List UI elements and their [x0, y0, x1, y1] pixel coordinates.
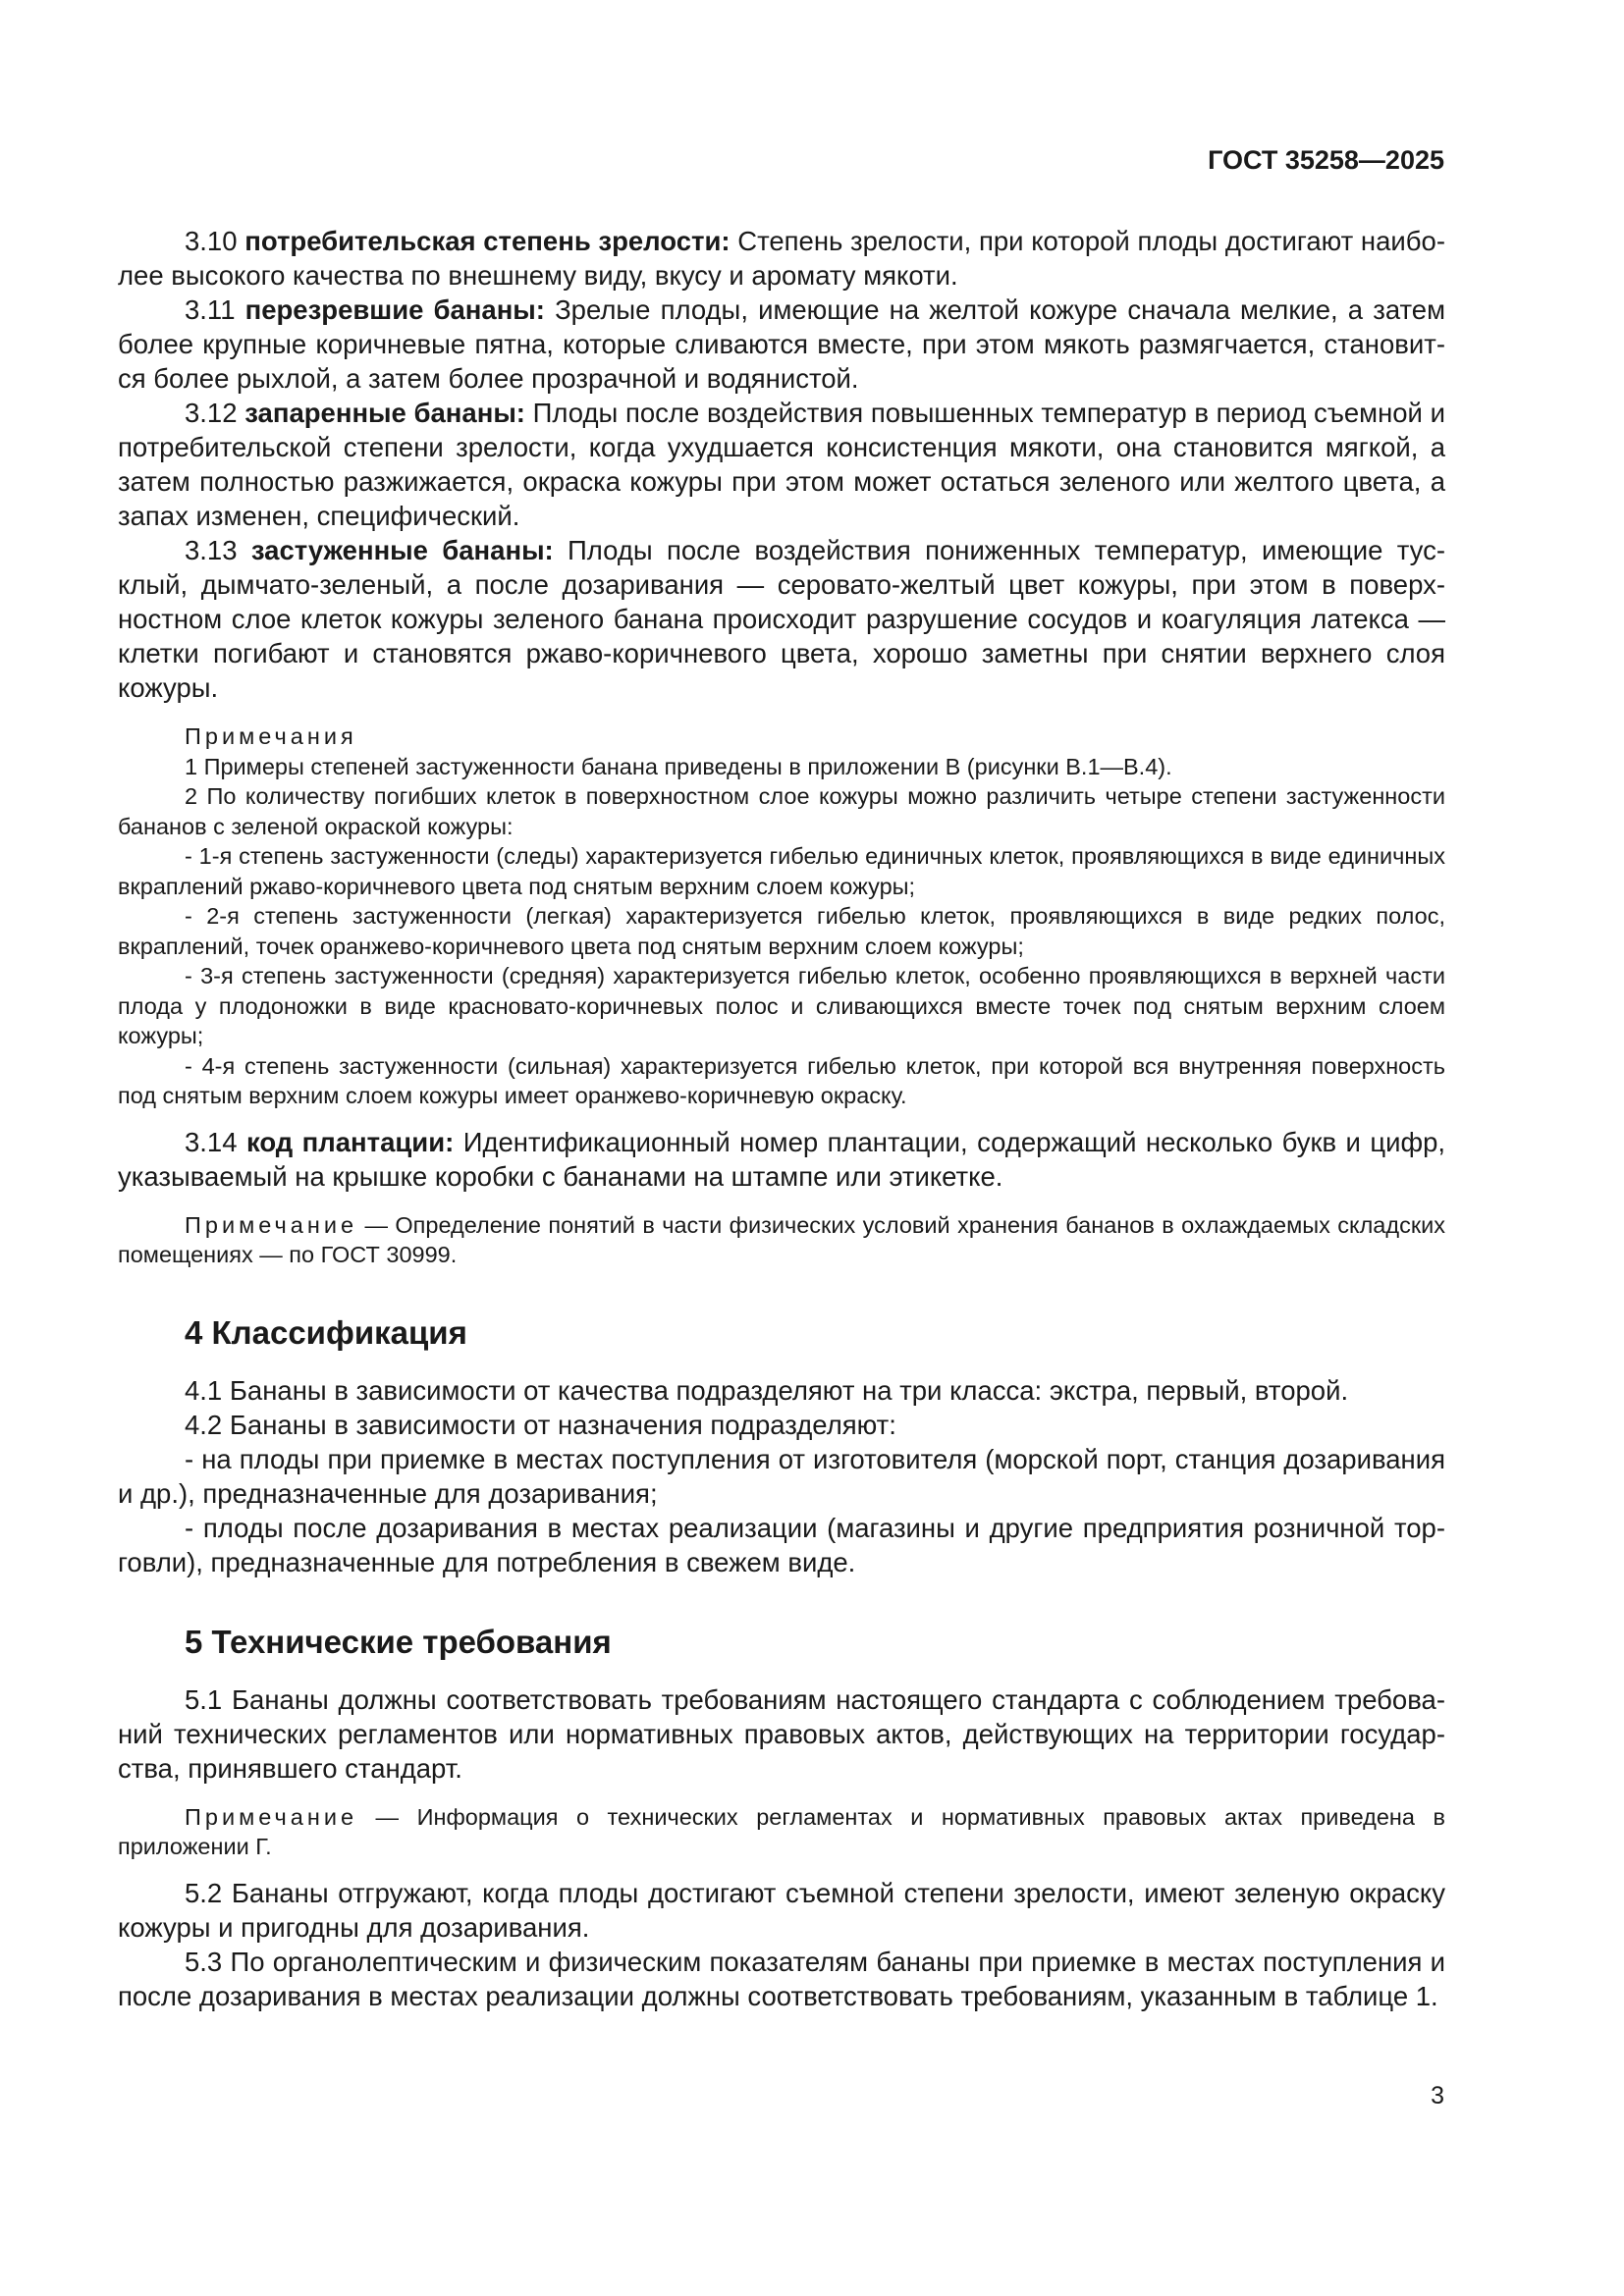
page-number: 3: [1431, 2082, 1444, 2109]
document-number: ГОСТ 35258—2025: [1208, 145, 1444, 175]
term: запаренные бананы:: [244, 398, 525, 428]
list-item: - плоды после дозаривания в местах реализации (магазины и другие предприятия розничной торговли), предназначенные для потребления в свежем виде.: [118, 1512, 1445, 1577]
definition-3-11: 3.11 перезревшие бананы: Зрелые плоды, имеющие на желтой кожуре сначала мелкие, а затем более крупные коричневые пятна, которые сливаются вместе, при этом мякоть размягчается, становится более рыхлой, а затем более прозрачной и водянистой.: [118, 294, 1445, 394]
note-item: - 1-я степень застуженности (следы) характеризуется гибелью единичных клеток, проявляющихся в виде единичных вкраплений ржаво-коричневого цвета под снятым верхним слоем кожуры;: [118, 843, 1445, 899]
note-regulations: Примечание — Информация о технических регламентах и нормативных правовых актах приведена в приложении Г.: [118, 1803, 1445, 1859]
paragraph-5-1: 5.1 Бананы должны соответствовать требованиям настоящего стандарта с соблюдением требований технических регламентов или нормативных правовых актов, действующих на территории государства, принявшего стандарт.: [118, 1683, 1445, 1784]
term: перезревшие бананы:: [244, 294, 545, 325]
definition-3-13: 3.13 застуженные бананы: Плоды после воздействия пониженных температур, имеющие тусклый, дымчато-зеленый, а после дозаривания — серовато-желтый цвет кожуры, при этом в поверхностном слое клеток кожуры зеленого банана происходит разрушение сосудов и коагуляция латекса — клетки погибают и становятся ржаво-коричневого цвета, хорошо заметны при снятии верхнего слоя кожуры.: [118, 535, 1445, 703]
term: застуженные бананы:: [250, 535, 554, 565]
note-item: - 3-я степень застуженности (средняя) характеризуется гибелью клеток, особенно проявляющихся в верхней части плода у плодоножки в виде красновато-коричневых полос и сливающихся вместе точек под снятым верхним слоем кожуры;: [118, 963, 1445, 1048]
term: код плантации:: [245, 1126, 455, 1157]
term: потребительская степень зрелости:: [244, 226, 731, 256]
note-physical-conditions: Примечание — Определение понятий в части физических условий хранения бананов в охлаждаемых складских помещениях — по ГОСТ 30999.: [118, 1211, 1445, 1267]
section-5-title: 5 Технические требования: [185, 1623, 612, 1660]
note-item: - 2-я степень застуженности (легкая) характеризуется гибелью клеток, проявляющихся в виде редких полос, вкраплений, точек оранжево-коричневого цвета под снятым верхним слоем кожуры;: [118, 903, 1445, 959]
definition-3-14: 3.14 код плантации: Идентификационный номер плантации, содержащий несколько букв и цифр, указываемый на крышке коробки с бананами на штампе или этикетке.: [118, 1126, 1446, 1192]
section-4-title: 4 Классификация: [185, 1313, 467, 1351]
definition-3-12: 3.12 запаренные бананы: Плоды после воздействия повышенных температур в период съемной и потребительской степени зрелости, когда ухудшается консистенция мякоти, она становится мягкой, а затем полностью разжижается, окраска кожуры при этом может остаться зеленого или желтого цвета, а запах изменен, специфический.: [118, 398, 1445, 531]
note-label: Примечание: [185, 1211, 358, 1238]
note-item: 1 Примеры степеней застуженности банана приведены в приложении В (рисунки В.1—В.4).: [185, 753, 1172, 779]
note-label: Примечание: [185, 1803, 358, 1830]
list-item: - на плоды при приемке в местах поступления от изготовителя (морской порт, станция дозаривания и др.), предназначенные для дозаривания;: [118, 1443, 1445, 1509]
notes-block: [118, 721, 1445, 1111]
paragraph-4-2: 4.2 Бананы в зависимости от назначения подразделяют:: [185, 1409, 896, 1440]
paragraph-5-3: 5.3 По органолептическим и физическим показателям бананы при приемке в местах поступления и после дозаривания в местах реализации должны соответствовать требованиям, указанным в таблице 1.: [118, 1946, 1445, 2011]
note-item: - 4-я степень застуженности (сильная) характеризуется гибелью клеток, при которой вся внутренняя поверхность под снятым верхним слоем кожуры имеет оранжево-коричневую окраску.: [118, 1052, 1445, 1108]
paragraph-5-2: 5.2 Бананы отгружают, когда плоды достигают съемной степени зрелости, имеют зеленую окраску кожуры и пригодны для дозаривания.: [118, 1877, 1445, 1943]
notes-label: Примечания: [185, 723, 357, 749]
page-content: [118, 224, 1445, 2013]
definition-3-10: 3.10 потребительская степень зрелости: Степень зрелости, при которой плоды достигают наиболее высокого качества по внешнему виду, вкусу и аромату мякоти.: [118, 226, 1445, 291]
paragraph-4-1: 4.1 Бананы в зависимости от качества подразделяют на три класса: экстра, первый, второй.: [185, 1374, 1349, 1406]
note-item: 2 По количеству погибших клеток в поверхностном слое кожуры можно различить четыре степени застуженности бананов с зеленой окраской кожуры:: [118, 783, 1445, 839]
